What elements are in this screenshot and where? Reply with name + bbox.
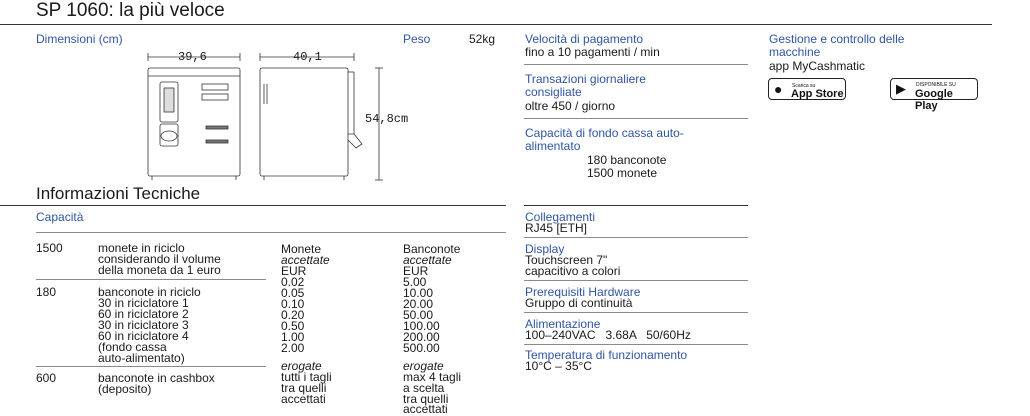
spec-label-float: Capacità di fondo cassa auto-alimentato [525,126,684,153]
row-divider [36,366,266,367]
note-value: 500.00 [403,341,440,355]
capacity-qty: 600 [36,371,57,385]
capacity-desc: considerando il volume [98,252,221,266]
capacity-divider [36,232,506,233]
management-value: app MyCashmatic [769,59,866,73]
notes-dispensed: erogate [403,359,444,373]
coins-currency: EUR [281,264,307,278]
coins-dispensed-desc: tra quelli [281,381,327,395]
depth-value: 40,1 [293,50,322,64]
capacity-desc: banconote in cashbox [98,371,215,385]
coin-value: 0.20 [281,308,305,322]
spec-label-display: Display [525,242,565,256]
spec-divider [524,280,748,281]
note-value: 20.00 [403,297,434,311]
note-value: 5.00 [403,275,427,289]
mid-divider-top [524,24,748,25]
spec-value-display: Touchscreen 7" [525,253,608,267]
notes-header: Banconote [403,242,461,256]
capacity-desc: 60 in riciclatore 4 [98,329,189,343]
tech-heading: Informazioni Tecniche [36,184,201,203]
note-value: 100.00 [403,319,440,333]
app-store-text: App Store [791,88,844,100]
spec-divider [524,237,748,238]
capacity-qty: 1500 [36,241,63,255]
weight-label: Peso [403,32,431,46]
capacity-label: Capacità [36,210,84,224]
spec-label-transactions: Transazioni giornaliere consigliate [525,72,646,99]
coins-accepted: accettate [281,253,330,267]
capacity-desc: auto-alimentato) [98,351,185,365]
google-play-badge[interactable] [890,78,978,112]
spec-label-power: Alimentazione [525,317,601,331]
capacity-desc: banconote in riciclo [98,285,201,299]
app-store-small-text: Scarica su [792,83,816,89]
coin-value: 2.00 [281,341,305,355]
google-play-text: Google Play [915,88,953,112]
spec-divider [524,118,748,119]
spec-label-hardware: Prerequisiti Hardware [525,285,641,299]
capacity-qty: 180 [36,285,57,299]
coin-value: 0.10 [281,297,305,311]
app-store-badge[interactable] [768,78,846,100]
coins-dispensed-desc: tutti i tagli [281,370,332,384]
right-divider-top [768,24,992,25]
spec-value-float-coins: 1500 monete [587,166,658,180]
notes-dispensed-desc: tra quelli [403,392,449,406]
coin-value: 1.00 [281,330,305,344]
capacity-desc: monete in riciclo [98,241,185,255]
weight-value: 52kg [469,32,496,46]
right-specs-divider-top [524,205,748,206]
page-title: SP 1060: la più veloce [36,0,225,21]
spec-label-connections: Collegamenti [525,210,596,224]
note-value: 200.00 [403,330,440,344]
tech-divider [0,205,506,206]
height-value: 54,8cm [365,112,409,126]
spec-value-speed: fino a 10 pagamenti / min [525,45,660,59]
note-value: 50.00 [403,308,434,322]
capacity-desc: (deposito) [98,382,152,396]
spec-divider [524,344,748,345]
width-value: 39,6 [178,50,207,64]
spec-value-power: 100–240VAC 3.68A 50/60Hz [525,328,691,342]
capacity-desc: della moneta da 1 euro [98,263,221,277]
notes-accepted: accettate [403,253,452,267]
management-label: Gestione e controllo delle macchine [769,32,905,59]
coin-value: 0.50 [281,319,305,333]
spec-value-hardware: Gruppo di continuità [525,296,633,310]
coins-dispensed-desc: accettati [281,392,326,406]
google-play-icon: ▶ [896,81,906,96]
apple-icon: ● [774,81,783,97]
notes-dispensed-desc: a scelta [403,381,445,395]
google-play-small-text: DISPONIBILE SU [916,82,956,88]
coin-value: 0.02 [281,275,305,289]
row-divider [36,279,266,280]
spec-value-temperature: 10°C – 35°C [525,359,592,373]
note-value: 10.00 [403,286,434,300]
capacity-desc: (fondo cassa [98,340,167,354]
notes-dispensed-desc: accettati [403,402,448,416]
spec-divider [524,312,748,313]
capacity-desc: 60 in riciclatore 2 [98,307,189,321]
capacity-desc: 30 in riciclatore 1 [98,296,189,310]
spec-value-float-notes: 180 banconote [587,153,667,167]
machine-drawing [140,44,390,184]
spec-divider [524,64,748,65]
coins-dispensed: erogate [281,359,322,373]
capacity-desc: 30 in riciclatore 3 [98,318,189,332]
coin-value: 0.05 [281,286,305,300]
spec-label-temperature: Temperatura di funzionamento [525,348,688,362]
spec-label-speed: Velocità di pagamento [525,32,644,46]
dimensions-label: Dimensioni (cm) [36,32,123,46]
notes-dispensed-desc: max 4 tagli [403,370,462,384]
spec-value-connections: RJ45 [ETH] [525,221,588,235]
notes-currency: EUR [403,264,429,278]
coins-header: Monete [281,242,322,256]
spec-value-transactions: oltre 450 / giorno [525,99,616,113]
spec-value-display: capacitivo a colori [525,264,621,278]
